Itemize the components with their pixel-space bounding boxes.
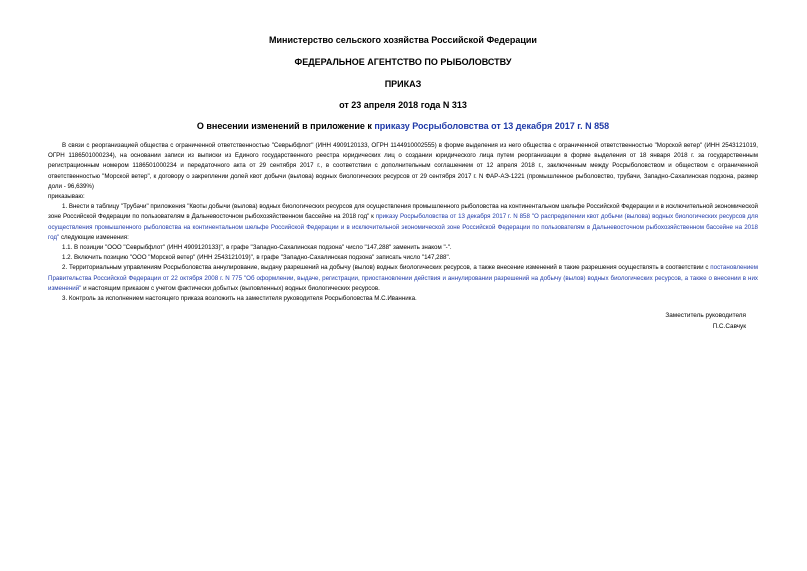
order-word: приказываю:	[48, 193, 85, 201]
item-1-text: 1. Внести в таблицу "Трубачи" приложения "Квоты добычи (вылова) водных биологических ресурсов для осуществления промышленного рыболовства на континентальном шельфе Российской Федерации и в исключительной экономической зоне Российской Федерации по пользователям в Дальневосточном рыбохозяйственном бассейне на 2018 год" к	[48, 203, 758, 221]
item-2-paragraph	[48, 263, 758, 294]
item-1-2-paragraph: 1.2. Включить позицию "ООО "Морской ветер" (ИНН 2543121019)", в графе "Западно-Сахалинская подзона" записать число "147,288".	[62, 254, 451, 262]
item-1-tail: следующие изменения:	[59, 233, 129, 241]
document-type: ПРИКАЗ	[384, 79, 422, 89]
item-2-tail: и настоящим приказом с учетом фактически добытых (выловленных) водных биологических ресурсов.	[81, 284, 380, 292]
document-title	[48, 121, 758, 132]
preamble-paragraph: В связи с реорганизацией общества с ограниченной ответственностью "Севрыбфлот" (ИНН 4909120133, ОГРН 1144910002555) в форме выделения из него общества с ограниченной ответственностью "Морской ветер" (ИНН 2543121019, ОГРН 1186501000234), на основании записи из выписки из Единого государственного реестра юридических лиц о создании юридического лица путем реорганизации в форме выделения от 18 января 2018 г. за государственным регистрационным номером 1186501000234 и передаточного акта от 29 сентября 2017 г., в соответствии с дополнительным соглашением от 12 апреля 2018 г., заключенным между Росрыболовством и обществом с ограниченной ответственностью "Морской ветер", к договору о закреплении долей квот добычи (вылова) водных биологических ресурсов от 29 сентября 2017 г. N ФАР-АЭ-1221 (промышленное рыболовство, трубачи, Западно-Сахалинская подзона, размер доли - 96,639%)	[48, 142, 758, 190]
item-2-text: 2. Территориальным управлениям Росрыболовства аннулирование, выдачу разрешений на добычу (вылов) водных биологических ресурсов, а также внесение изменений в такие разрешения осуществлять в соответствии с	[62, 264, 711, 272]
item-1-paragraph	[48, 202, 758, 243]
signatory-name: П.С.Савчук	[712, 323, 746, 331]
document-date-number: от 23 апреля 2018 года N 313	[339, 100, 467, 110]
signature-block	[48, 310, 758, 332]
document-body	[48, 141, 758, 304]
item-3-paragraph: 3. Контроль за исполнением настоящего приказа возложить на заместителя руководителя Росрыболовства М.С.Иванника.	[62, 295, 417, 303]
agency-name: ФЕДЕРАЛЬНОЕ АГЕНТСТВО ПО РЫБОЛОВСТВУ	[294, 57, 512, 67]
item-1-1-paragraph: 1.1. В позиции "ООО "Севрыбфлот" (ИНН 4909120133)", в графе "Западно-Сахалинская подзона" число "147,288" заменить знаком "-".	[62, 244, 452, 252]
title-order-link[interactable]: приказу Росрыболовства от 13 декабря 2017 г. N 858	[374, 121, 610, 131]
order-858-link[interactable]: приказу Росрыболовства от 13 декабря 2017 г. N 858 "О распределении квот добычи (вылова) водных биологических ресурсов для осуществления промышленного рыболовства на континентальном шельфе Российской Федерации и в исключительной экономической зоне Российской Федерации по пользователям в Дальневосточном рыбохозяйственном бассейне на 2018 год"	[48, 213, 758, 241]
document-title-text: О внесении изменений в приложение к	[196, 121, 375, 131]
government-decree-link[interactable]: постановлением Правительства Российской Федерации от 22 октября 2008 г. N 775 "Об оформлении, выдаче, регистрации, приостановлении действия и аннулировании разрешений на добычу (вылов) водных биологических ресурсов, а также о внесении в них изменений"	[48, 264, 758, 292]
signatory-position: Заместитель руководителя	[665, 312, 746, 320]
ministry-name: Министерство сельского хозяйства Российской Федерации	[269, 35, 537, 45]
